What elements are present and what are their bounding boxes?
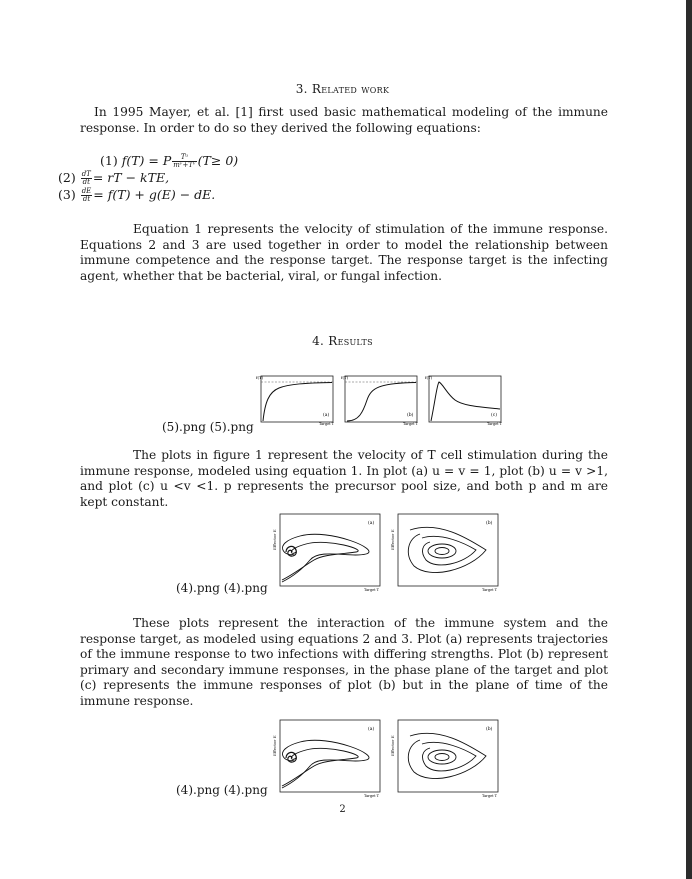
panel-label: (c) (491, 413, 498, 418)
equation-number: (2) (58, 170, 76, 185)
figure-panel-b (390, 514, 498, 592)
panel-ylabel: Effector E (390, 735, 395, 756)
orbit-outer (408, 733, 486, 778)
panel-ylabel: Effector E (272, 529, 277, 550)
panel-label: (a) (368, 521, 375, 526)
equation-3 (58, 188, 215, 203)
intro-paragraph: In 1995 Mayer, et al. [1] first used basic mathematical modeling of the immune response. In order to do so they derived the following equations: (80, 105, 608, 135)
figure-panel-c (425, 375, 503, 426)
section-title: Related work (311, 82, 390, 96)
stimulation-curve (347, 383, 416, 422)
panel-xlabel: Target T (482, 588, 497, 592)
panel-xlabel: Target T (403, 422, 418, 426)
figure-caption-phase-plane-2: (4).png (4).png (176, 783, 268, 797)
fraction-numerator: dT (81, 170, 91, 178)
equation-fraction (81, 171, 92, 186)
fraction-denominator: dt (82, 195, 91, 203)
orbit-core (435, 754, 449, 761)
figure-panel-a (256, 375, 335, 426)
orbit-inner (428, 750, 456, 764)
figure-panel-a (272, 720, 380, 798)
orbit-core (435, 548, 449, 555)
stimulation-curve (431, 382, 500, 421)
section-number: 4. (312, 334, 325, 348)
panel-ylabel: f(T) (341, 375, 349, 380)
figure-caption-phase-plane-1: (4).png (4).png (176, 581, 268, 595)
panel-xlabel: Target T (487, 422, 502, 426)
figure-phase-plane-1 (270, 510, 506, 592)
panel-label: (b) (486, 727, 493, 732)
panel-ylabel: Effector E (272, 735, 277, 756)
trajectory-curve (282, 534, 369, 582)
panel-label: (b) (407, 413, 414, 418)
panel-frame (280, 720, 380, 792)
figure-panel-b (341, 375, 419, 426)
paragraph-equations-explained: Equation 1 represents the velocity of stimulation of the immune response. Equations 2 and 3 are used together in order to model the relationship between immune competence and the response target. The response target is the infecting agent, whether that be bacterial, viral, or fungal infection. (80, 222, 608, 283)
equation-1 (100, 154, 238, 169)
orbit-inner (428, 544, 456, 558)
panel-label: (a) (368, 727, 375, 732)
figure-panel-b (390, 720, 498, 798)
section-title: Results (328, 334, 373, 348)
fraction-numerator: dE (81, 187, 92, 195)
section-heading-related-work (0, 82, 685, 96)
trajectory-curve (282, 748, 358, 786)
section-number: 3. (295, 82, 308, 96)
panel-ylabel: f(T) (425, 375, 433, 380)
equation-rhs: = rT − kTE, (92, 170, 170, 185)
panel-label: (a) (323, 413, 330, 418)
equation-number: (1) (100, 153, 118, 168)
paragraph-figure-1-description: The plots in figure 1 represent the velocity of T cell stimulation during the immune response, modeled using equation 1. In plot (a) u = v = 1, plot (b) u = v >1, and plot (c) u <v <1. p represents the precursor pool size, and both p and m are kept constant. (80, 448, 608, 509)
panel-frame (398, 720, 498, 792)
panel-frame (398, 514, 498, 586)
equation-rhs: (T≥ 0) (197, 153, 239, 168)
panel-label: (b) (486, 521, 493, 526)
fraction-denominator: mᵛ+Tᵛ (173, 161, 196, 169)
panel-frame (280, 514, 380, 586)
equation-rhs: = f(T) + g(E) − dE. (93, 187, 216, 202)
trajectory-curve (282, 542, 358, 580)
page-number: 2 (339, 804, 346, 815)
figure-stimulation-curves (255, 372, 507, 426)
figure-panel-a (272, 514, 380, 592)
equation-2 (58, 171, 169, 186)
figure-caption-stimulation: (5).png (5).png (162, 420, 254, 434)
panel-xlabel: Target T (482, 794, 497, 798)
panel-xlabel: Target T (364, 588, 379, 592)
viewer-edge (686, 0, 692, 879)
equation-fraction (81, 188, 93, 203)
equation-number: (3) (58, 187, 76, 202)
equation-lhs: f(T) = P (121, 153, 172, 168)
equation-fraction (172, 154, 196, 169)
panel-ylabel: f(T) (256, 375, 264, 380)
panel-xlabel: Target T (364, 794, 379, 798)
trajectory-curve (282, 740, 369, 788)
fraction-denominator: dt (82, 178, 90, 186)
fraction-numerator: Tᵘ (172, 154, 196, 162)
panel-xlabel: Target T (319, 422, 334, 426)
panel-ylabel: Effector E (390, 529, 395, 550)
section-heading-results (0, 334, 685, 348)
orbit-outer (408, 527, 486, 572)
stimulation-curve (263, 383, 332, 422)
paragraph-figure-2-description: These plots represent the interaction of the immune system and the response target, as modeled using equations 2 and 3. Plot (a) represents trajectories of the immune response to two infections with differing strengths. Plot (b) represent primary and secondary immune responses, in the phase plane of the target and plot (c) represents the immune responses of plot (b) but in the plane of time of the immune response. (80, 616, 608, 708)
figure-phase-plane-2 (270, 716, 506, 798)
